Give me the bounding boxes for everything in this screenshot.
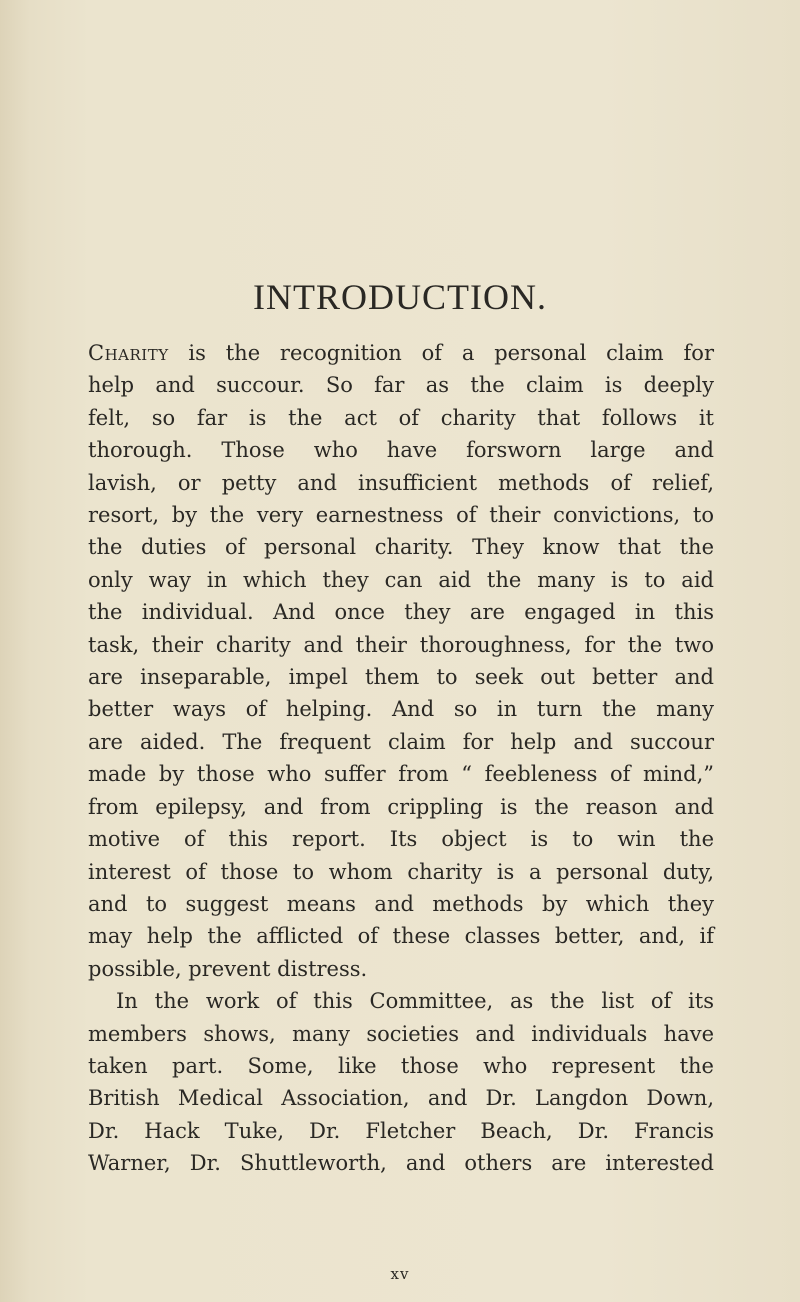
- text-line-2: help and succour. So far as the claim is deeply: [88, 373, 714, 398]
- text-line-11: are inseparable, impel them to seek out better and: [88, 665, 714, 690]
- text-line-20: possible, prevent distress.: [88, 956, 368, 981]
- text-line-8: only way in which they can aid the many is to aid: [88, 567, 714, 592]
- page-number: xv: [390, 1265, 410, 1283]
- text-line-24: British Medical Association, and Dr. Langdon Down,: [88, 1086, 714, 1111]
- text-line-26: Warner, Dr. Shuttleworth, and others are interested: [88, 1151, 714, 1176]
- text-line-25: Dr. Hack Tuke, Dr. Fletcher Beach, Dr. Francis: [88, 1118, 714, 1143]
- text-line-13: are aided. The frequent claim for help and succour: [88, 729, 714, 754]
- text-line-9: the individual. And once they are engaged in this: [88, 600, 714, 625]
- lead-word: Charity: [88, 341, 169, 365]
- text-line-21: In the work of this Committee, as the list of its: [116, 989, 714, 1014]
- text-line-1: [88, 337, 714, 369]
- text-line-23: taken part. Some, like those who represent the: [88, 1053, 714, 1078]
- text-line-1-rest: is the recognition of a personal claim for: [168, 341, 714, 365]
- text-line-15: from epilepsy, and from crippling is the reason and: [88, 794, 714, 819]
- text-line-5: lavish, or petty and insufficient methods of relief,: [88, 470, 714, 495]
- text-line-17: interest of those to whom charity is a personal duty,: [88, 859, 714, 884]
- text-line-7: the duties of personal charity. They know that the: [88, 535, 714, 560]
- text-line-16: motive of this report. Its object is to win the: [88, 827, 714, 852]
- text-line-10: task, their charity and their thoroughness, for the two: [88, 632, 714, 657]
- text-line-18: and to suggest means and methods by which they: [88, 891, 714, 916]
- text-line-4: thorough. Those who have forsworn large and: [88, 438, 714, 463]
- page-title: INTRODUCTION.: [253, 277, 547, 317]
- body-text: [88, 337, 714, 1180]
- text-line-3: felt, so far is the act of charity that follows it: [88, 405, 714, 430]
- text-line-14: made by those who suffer from “ feebleness of mind,”: [88, 762, 714, 787]
- text-line-22: members shows, many societies and individuals have: [88, 1021, 714, 1046]
- text-line-19: may help the afflicted of these classes better, and, if: [88, 924, 714, 949]
- text-line-12: better ways of helping. And so in turn the many: [88, 697, 714, 722]
- text-line-6: resort, by the very earnestness of their convictions, to: [88, 503, 714, 528]
